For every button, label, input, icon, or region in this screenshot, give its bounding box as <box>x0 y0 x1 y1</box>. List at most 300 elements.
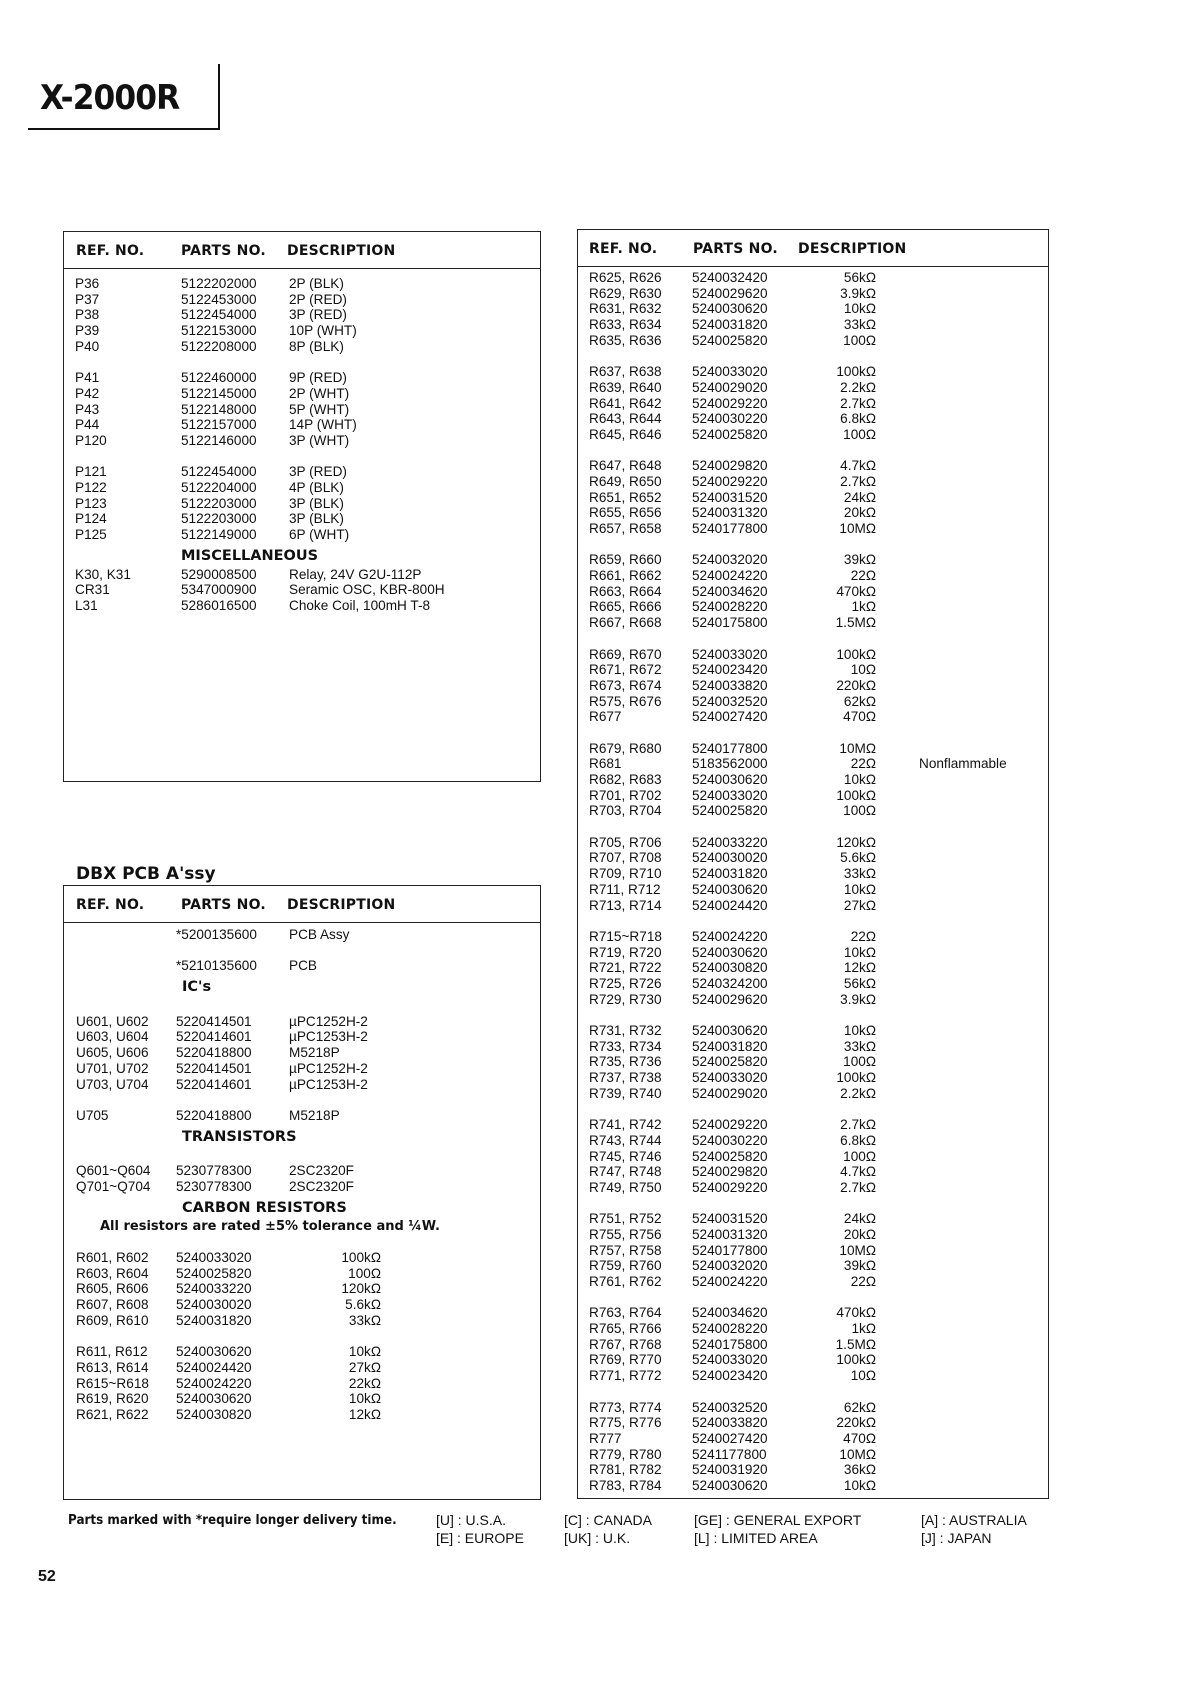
table-row <box>578 1086 1048 1102</box>
resistance-value: 5.6kΩ <box>840 850 876 866</box>
resistance-value: 470Ω <box>843 1430 876 1446</box>
part-no: 5240024220 <box>176 1375 252 1391</box>
resistance-value: 100kΩ <box>836 646 876 662</box>
resistance-value: 39kΩ <box>843 552 876 568</box>
ref-no: R671, R672 <box>589 662 662 678</box>
ref-no: R649, R650 <box>589 473 662 489</box>
ref-no: P43 <box>75 401 100 417</box>
description: 3P (RED) <box>289 464 347 480</box>
ref-no: R729, R730 <box>589 991 662 1007</box>
part-no: 5240031820 <box>692 866 768 882</box>
table-row <box>578 835 1048 851</box>
table-body <box>64 927 540 1423</box>
part-no: 5240032520 <box>692 693 768 709</box>
remark: Nonflammable <box>919 756 1007 772</box>
ref-no: R667, R668 <box>589 615 662 631</box>
resistance-value: 10kΩ <box>843 1477 876 1493</box>
resistance-value: 3.9kΩ <box>840 285 876 301</box>
row-spacer <box>64 943 540 959</box>
table-row <box>578 756 1048 772</box>
part-no: 5122454000 <box>181 464 257 480</box>
row-spacer <box>578 913 1048 929</box>
ref-no: R719, R720 <box>589 944 662 960</box>
description: 9P (RED) <box>289 370 347 386</box>
description: 2P (RED) <box>289 291 347 307</box>
resistance-value: 100kΩ <box>836 787 876 803</box>
table-row <box>64 1344 540 1360</box>
description: 6P (WHT) <box>289 527 350 542</box>
ref-no: R647, R648 <box>589 458 662 474</box>
resistance-value: 2.7kΩ <box>840 1117 876 1133</box>
table-row <box>578 866 1048 882</box>
table-row <box>578 1039 1048 1055</box>
resistance-value: 100Ω <box>843 1148 876 1164</box>
table-row <box>578 1023 1048 1039</box>
resistance-value: 33kΩ <box>843 317 876 333</box>
ref-no: R663, R664 <box>589 583 662 599</box>
table-row <box>578 1133 1048 1149</box>
ref-no: R741, R742 <box>589 1117 662 1133</box>
ref-no: P37 <box>75 291 100 307</box>
ref-no: R777 <box>589 1430 622 1446</box>
part-no: 5240024420 <box>692 897 768 913</box>
resistance-value: 10kΩ <box>843 881 876 897</box>
table-row <box>578 1478 1048 1494</box>
description: 3P (BLK) <box>289 511 344 527</box>
ref-no: R681 <box>589 756 622 772</box>
resistance-value: 2.7kΩ <box>840 473 876 489</box>
part-no: 5122146000 <box>181 432 257 448</box>
description: 5P (WHT) <box>289 401 350 417</box>
resistance-value: 33kΩ <box>348 1312 381 1328</box>
resistance-value: 1.5MΩ <box>835 615 876 631</box>
table-row <box>64 582 540 598</box>
part-no: 5240030020 <box>176 1297 252 1313</box>
resistance-value: 12kΩ <box>348 1406 381 1422</box>
ref-no: P122 <box>75 479 107 495</box>
table-row <box>64 464 540 480</box>
table-row <box>578 709 1048 725</box>
legend-u: [U] : U.S.A. <box>436 1512 507 1528</box>
description: 3P (BLK) <box>289 495 344 511</box>
part-no: 5240030620 <box>692 772 768 787</box>
part-no: 5240033020 <box>692 1352 768 1368</box>
ref-no: R763, R764 <box>589 1305 662 1321</box>
table-row <box>578 929 1048 945</box>
ref-no: R629, R630 <box>589 285 662 301</box>
ref-no: R625, R626 <box>589 270 662 285</box>
description: 14P (WHT) <box>289 417 357 433</box>
resistance-value: 39kΩ <box>843 1258 876 1274</box>
table-row <box>64 927 540 943</box>
ref-no: U705 <box>76 1107 109 1123</box>
part-no: 5240024420 <box>176 1359 252 1375</box>
note-text: All resistors are rated ±5% tolerance and ¼W. <box>100 1218 440 1234</box>
part-no: 5240030620 <box>176 1344 252 1360</box>
table-row <box>64 370 540 386</box>
table-row <box>578 1462 1048 1478</box>
col-parts-header: PARTS NO. <box>181 243 266 259</box>
table-body <box>64 276 540 614</box>
ref-no: R705, R706 <box>589 834 662 850</box>
resistance-value: 62kΩ <box>843 693 876 709</box>
resistance-value: 27kΩ <box>348 1359 381 1375</box>
description: Seramic OSC, KBR-800H <box>289 582 445 598</box>
part-no: 5240030820 <box>692 960 768 976</box>
table-row <box>64 1266 540 1282</box>
table-row <box>64 567 540 583</box>
section-heading <box>64 974 540 998</box>
ref-no: R761, R762 <box>589 1274 662 1289</box>
table-row <box>578 1258 1048 1274</box>
part-no: 5240031520 <box>692 1211 768 1227</box>
ref-no: R665, R666 <box>589 599 662 615</box>
part-no: 5122453000 <box>181 291 257 307</box>
part-no: 5240025820 <box>692 332 768 348</box>
part-no: 5240033220 <box>176 1281 252 1297</box>
table-row <box>64 276 540 292</box>
ref-no: R779, R780 <box>589 1446 662 1462</box>
part-no: 5286016500 <box>181 598 257 614</box>
ref-no: R609, R610 <box>76 1312 149 1328</box>
resistance-value: 1kΩ <box>851 599 876 615</box>
table-row <box>578 568 1048 584</box>
part-no: 5240029220 <box>692 1179 768 1195</box>
part-no: 5240031820 <box>692 317 768 333</box>
resistance-value: 100kΩ <box>836 1352 876 1368</box>
tolerance-note <box>64 1219 540 1235</box>
table-row <box>64 417 540 433</box>
part-no: 5240029820 <box>692 1164 768 1180</box>
ref-no: U605, U606 <box>76 1045 149 1061</box>
ref-no: U601, U602 <box>76 1013 149 1029</box>
ref-no: R637, R638 <box>589 364 662 380</box>
row-spacer <box>578 537 1048 553</box>
table-row <box>578 992 1048 1008</box>
row-spacer <box>64 354 540 370</box>
row-spacer <box>64 1234 540 1250</box>
dbx-section-title: DBX PCB A'ssy <box>76 864 216 884</box>
table-row <box>578 427 1048 443</box>
part-no: 5240030620 <box>692 301 768 317</box>
table-row <box>578 396 1048 412</box>
ref-no: P41 <box>75 370 100 386</box>
table-row <box>578 411 1048 427</box>
table-row <box>64 1250 540 1266</box>
legend-a: [A] : AUSTRALIA <box>921 1512 1027 1528</box>
part-no: 5240029620 <box>692 991 768 1007</box>
ref-no: R682, R683 <box>589 772 662 787</box>
table-row <box>64 323 540 339</box>
table-row <box>64 1391 540 1407</box>
resistance-value: 56kΩ <box>843 270 876 285</box>
table-row <box>64 1061 540 1077</box>
ref-no: R677 <box>589 709 622 725</box>
title-underline <box>28 128 220 130</box>
row-spacer <box>578 443 1048 459</box>
row-spacer <box>578 1101 1048 1117</box>
table-row <box>578 788 1048 804</box>
part-no: 5240024220 <box>692 1274 768 1289</box>
ref-no: R633, R634 <box>589 317 662 333</box>
table-row <box>578 1305 1048 1321</box>
ref-no: U603, U604 <box>76 1029 149 1045</box>
table-row <box>64 1045 540 1061</box>
section-heading <box>64 1124 540 1148</box>
delivery-note: Parts marked with *require longer delivery time. <box>68 1513 397 1528</box>
part-no: 5240324200 <box>692 975 768 991</box>
table-row <box>64 1029 540 1045</box>
table-row <box>578 1227 1048 1243</box>
description: 4P (BLK) <box>289 479 344 495</box>
resistance-value: 10MΩ <box>839 1446 876 1462</box>
row-spacer <box>64 1328 540 1344</box>
part-no: 5122203000 <box>181 511 257 527</box>
col-parts-header: PARTS NO. <box>693 241 778 257</box>
resistance-value: 10kΩ <box>348 1391 381 1407</box>
part-no: 5240031320 <box>692 1226 768 1242</box>
table-row <box>578 458 1048 474</box>
part-no: 5240027420 <box>692 709 768 725</box>
table-row <box>64 402 540 418</box>
ref-no: R755, R756 <box>589 1226 662 1242</box>
part-no: 5240034620 <box>692 583 768 599</box>
section-title: TRANSISTORS <box>182 1128 297 1145</box>
ref-no: R713, R714 <box>589 897 662 913</box>
resistance-value: 27kΩ <box>843 897 876 913</box>
part-no: 5240024220 <box>692 568 768 584</box>
resistance-value: 10MΩ <box>839 1242 876 1258</box>
part-no: 5220414501 <box>176 1013 252 1029</box>
table-header <box>578 230 1048 267</box>
ref-no: R735, R736 <box>589 1054 662 1070</box>
col-desc-header: DESCRIPTION <box>798 241 907 257</box>
col-parts-header: PARTS NO. <box>181 897 266 913</box>
part-no: 5240030620 <box>692 881 768 897</box>
table-row <box>64 339 540 355</box>
ref-no: P124 <box>75 511 107 527</box>
ref-no: R635, R636 <box>589 332 662 348</box>
resistance-value: 100Ω <box>348 1265 381 1281</box>
table-row <box>578 584 1048 600</box>
resistance-value: 1kΩ <box>851 1321 876 1337</box>
ref-no: R661, R662 <box>589 568 662 584</box>
ref-no: R733, R734 <box>589 1038 662 1054</box>
part-no: 5240033820 <box>692 677 768 693</box>
description: µPC1253H-2 <box>289 1029 368 1045</box>
table-row <box>64 1108 540 1124</box>
table-row <box>578 1368 1048 1384</box>
resistance-value: 470kΩ <box>836 583 876 599</box>
ref-no: R641, R642 <box>589 395 662 411</box>
part-no: 5122149000 <box>181 527 257 542</box>
part-no: 5240030620 <box>692 944 768 960</box>
part-no: 5240033020 <box>692 787 768 803</box>
description: Relay, 24V G2U-112P <box>289 566 422 582</box>
model-title: X-2000R <box>40 78 180 118</box>
resistors-table <box>577 229 1049 1499</box>
table-row <box>578 850 1048 866</box>
ref-no: P38 <box>75 307 100 323</box>
ref-no: R743, R744 <box>589 1132 662 1148</box>
table-row <box>578 898 1048 914</box>
resistance-value: 120kΩ <box>341 1281 381 1297</box>
row-spacer <box>64 449 540 465</box>
part-no: *5210135600 <box>176 958 257 974</box>
part-no: 5230778300 <box>176 1178 252 1194</box>
part-no: 5183562000 <box>692 756 768 772</box>
row-spacer <box>578 1290 1048 1306</box>
ref-no: R709, R710 <box>589 866 662 882</box>
table-row <box>578 1400 1048 1416</box>
ref-no: R611, R612 <box>76 1344 148 1360</box>
part-no: 5240030620 <box>692 1023 768 1038</box>
part-no: 5240030220 <box>692 1132 768 1148</box>
table-row <box>578 317 1048 333</box>
part-no: 5240033220 <box>692 834 768 850</box>
resistance-value: 3.9kΩ <box>840 991 876 1007</box>
part-no: 5240031820 <box>176 1312 252 1328</box>
table-row <box>64 598 540 614</box>
part-no: 5240033820 <box>692 1415 768 1431</box>
ref-no: R657, R658 <box>589 521 662 536</box>
description: M5218P <box>289 1107 340 1123</box>
resistance-value: 10MΩ <box>839 740 876 756</box>
ref-no: P40 <box>75 338 100 354</box>
resistance-value: 4.7kΩ <box>840 458 876 474</box>
part-no: 5240034620 <box>692 1305 768 1321</box>
table-row <box>64 496 540 512</box>
description: µPC1252H-2 <box>289 1060 368 1076</box>
table-row <box>578 741 1048 757</box>
table-row <box>578 976 1048 992</box>
legend-uk: [UK] : U.K. <box>564 1530 631 1546</box>
table-row <box>64 1376 540 1392</box>
ref-no: Q701~Q704 <box>76 1178 151 1194</box>
table-row <box>578 333 1048 349</box>
ref-no: R631, R632 <box>589 301 662 317</box>
ref-no: R673, R674 <box>589 677 662 693</box>
resistance-value: 10Ω <box>850 662 876 678</box>
part-no: 5240030620 <box>692 1477 768 1493</box>
part-no: 5240029820 <box>692 458 768 474</box>
part-no: 5240175800 <box>692 615 768 631</box>
row-spacer <box>578 631 1048 647</box>
part-no: 5240023420 <box>692 662 768 678</box>
resistance-value: 10kΩ <box>843 301 876 317</box>
table-row <box>578 945 1048 961</box>
table-row <box>578 1352 1048 1368</box>
part-no: 5240029020 <box>692 1085 768 1101</box>
ref-no: R703, R704 <box>589 803 662 819</box>
table-body <box>578 270 1048 1494</box>
ref-no: P42 <box>75 385 100 401</box>
resistance-value: 470Ω <box>843 709 876 725</box>
part-no: 5240033020 <box>176 1250 252 1265</box>
part-no: 5220418800 <box>176 1107 252 1123</box>
ref-no: CR31 <box>75 582 110 598</box>
ref-no: R645, R646 <box>589 426 662 442</box>
table-row <box>64 1014 540 1030</box>
part-no: 5240031820 <box>692 1038 768 1054</box>
ref-no: R747, R748 <box>589 1164 662 1180</box>
resistance-value: 100Ω <box>843 332 876 348</box>
description: PCB <box>289 958 317 974</box>
ref-no: U703, U704 <box>76 1076 149 1092</box>
section-title: CARBON RESISTORS <box>182 1199 347 1216</box>
part-no: 5240028220 <box>692 599 768 615</box>
table-row <box>578 1415 1048 1431</box>
resistance-value: 24kΩ <box>843 1211 876 1227</box>
resistance-value: 33kΩ <box>843 1038 876 1054</box>
resistance-value: 20kΩ <box>843 505 876 521</box>
part-no: 5240029020 <box>692 379 768 395</box>
resistance-value: 20kΩ <box>843 1226 876 1242</box>
table-row <box>64 1179 540 1195</box>
table-row <box>578 380 1048 396</box>
table-row <box>578 364 1048 380</box>
resistance-value: 100Ω <box>843 1054 876 1070</box>
ref-no: R737, R738 <box>589 1070 662 1086</box>
ref-no: R781, R782 <box>589 1462 662 1478</box>
part-no: 5240029220 <box>692 1117 768 1133</box>
table-row <box>578 662 1048 678</box>
ref-no: K30, K31 <box>75 566 131 582</box>
part-no: 5290008500 <box>181 566 257 582</box>
ref-no: R613, R614 <box>76 1359 149 1375</box>
table-row <box>578 647 1048 663</box>
col-ref-header: REF. NO. <box>589 241 658 257</box>
ref-no: R639, R640 <box>589 379 662 395</box>
table-row <box>578 552 1048 568</box>
part-no: 5240030820 <box>176 1406 252 1422</box>
description: 2P (BLK) <box>289 276 344 291</box>
resistance-value: 100kΩ <box>341 1250 381 1265</box>
ref-no: R615~R618 <box>76 1375 149 1391</box>
part-no: 5122202000 <box>181 276 257 291</box>
ref-no: P120 <box>75 432 107 448</box>
table-row <box>578 599 1048 615</box>
table-row <box>578 1149 1048 1165</box>
description: µPC1252H-2 <box>289 1013 368 1029</box>
description: 3P (RED) <box>289 307 347 323</box>
table-row <box>578 474 1048 490</box>
part-no: 5240028220 <box>692 1321 768 1337</box>
part-no: 5240024220 <box>692 928 768 944</box>
description: PCB Assy <box>289 927 350 942</box>
ref-no: Q601~Q604 <box>76 1163 151 1179</box>
ref-no: R783, R784 <box>589 1477 662 1493</box>
row-spacer <box>578 1007 1048 1023</box>
part-no: 5240029220 <box>692 395 768 411</box>
ref-no: R601, R602 <box>76 1250 149 1265</box>
part-no: 5122203000 <box>181 495 257 511</box>
ref-no: R621, R622 <box>76 1406 149 1422</box>
part-no: 5122153000 <box>181 323 257 339</box>
table-row <box>64 1360 540 1376</box>
table-row <box>64 292 540 308</box>
table-row <box>578 490 1048 506</box>
ref-no: R655, R656 <box>589 505 662 521</box>
ref-no: R607, R608 <box>76 1297 149 1313</box>
ref-no: R745, R746 <box>589 1148 662 1164</box>
row-spacer <box>64 1092 540 1108</box>
table-row <box>578 1211 1048 1227</box>
table-row <box>578 1274 1048 1290</box>
ref-no: P44 <box>75 417 100 433</box>
description: µPC1253H-2 <box>289 1076 368 1092</box>
ref-no: P125 <box>75 527 107 542</box>
